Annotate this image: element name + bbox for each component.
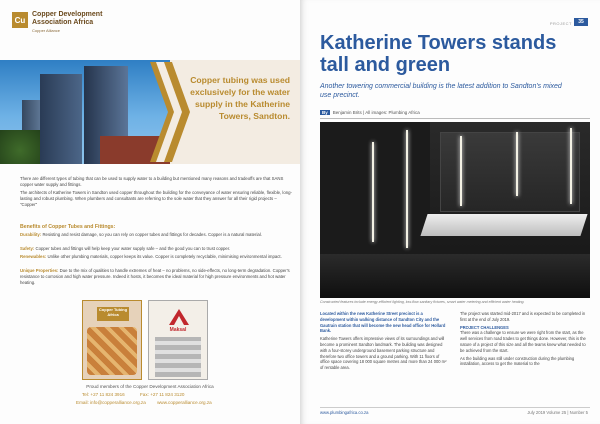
- body-paragraph: Katherine Towers offers impressive views of its surroundings and will become a prominent Sandton landmark. The building was designed with a four-storey underground basement parking structure and therefore two office towers and a ground parking. With 11 floors of office space covering 18 000 square metres and more than 24 000 m² of rentable area.: [320, 336, 447, 371]
- right-page: [300, 0, 600, 424]
- trees: [0, 130, 40, 164]
- member-ads: [82, 300, 212, 380]
- org-name-line1: Copper Development: [32, 11, 103, 18]
- benefit-text: Unlike other plumbing materials, copper keeps its value. Copper is completely recyclable, minimising environmental impact.: [47, 254, 282, 259]
- column-2: [460, 311, 588, 367]
- building-photo: [0, 60, 170, 164]
- ad-copper-tubing-africa[interactable]: [82, 300, 142, 380]
- light-strip: [516, 132, 518, 196]
- org-name-line2: Association Africa: [32, 19, 94, 26]
- maksal-logo-icon: [165, 307, 193, 327]
- org-name: [32, 11, 102, 27]
- light-strip: [460, 136, 462, 206]
- tel: Tel: +27 11 824 3916: [82, 392, 125, 397]
- section-label: PROJECT: [549, 21, 572, 26]
- footer-issue: July 2019 Volume 25 | Number 5: [527, 410, 588, 415]
- benefit-key: Unique Properties:: [20, 268, 59, 273]
- lead-paragraph: Located within the new Katherine Street precinct is a development within walking distance of Sandton City and the Gautrain station that will become the new head office for Hollard Bank.: [320, 311, 446, 334]
- contact-web-row: [76, 400, 222, 405]
- footer-divider: [320, 407, 590, 408]
- benefits-heading: Benefits of Copper Tubes and Fittings:: [20, 224, 116, 230]
- photo-basin: [420, 214, 587, 236]
- intro-paragraph-2: The architects of Katherine Towers in Sandton used copper throughout the building for the conveyance of water ensuring reliable, flexible, long-lasting and robust plumbing. When plumbers and consultants are referring to the sole water that they answer for all their rigid projects – "Copper": [20, 190, 292, 207]
- copper-pipes-image: [87, 327, 137, 375]
- fittings-image: [155, 337, 201, 377]
- subheading: PROJECT CHALLENGES: [460, 324, 509, 330]
- byline: [320, 110, 420, 115]
- light-strip: [406, 130, 408, 248]
- body-paragraph: As the building was still under construction during the plumbing installation, access to get the material to the: [460, 355, 575, 367]
- column-1: [320, 311, 448, 371]
- body-paragraph: The project was started mid-2017 and is expected to be completed in first at the end of July 2019.: [460, 311, 586, 322]
- intro-paragraph-1: There are different types of tubing that can be used to supply water to a building but mentioned many reasons and tradeoffs are that SANS copper water supply and fittings.: [20, 176, 284, 187]
- benefit-key: Renewables:: [20, 254, 47, 259]
- photo-caption: Constructed features include energy-efficient lighting, low-flow sanitary fixtures, smart water metering and efficient water heating.: [320, 300, 525, 304]
- benefit-key: Durability:: [20, 232, 42, 237]
- org-tagline: Copper Alliance: [32, 28, 61, 33]
- email-link[interactable]: Email: info@copperalliance.org.za: [76, 400, 146, 405]
- website-link[interactable]: www.copperalliance.org.za: [157, 400, 212, 405]
- page-number: 35: [574, 18, 588, 26]
- benefit-text: Resisting and resist damage, so you can rely on copper tubes and fittings for decades. Copper is a natural material.: [42, 232, 262, 237]
- light-strip: [570, 128, 572, 204]
- maksal-name: Maksal: [169, 327, 187, 333]
- article-title: Katherine Towers stands tall and green: [320, 32, 557, 76]
- photo-floor: [320, 254, 590, 298]
- benefit-durability: [20, 232, 292, 238]
- ad-maksal[interactable]: [148, 300, 208, 380]
- light-strip: [372, 142, 374, 242]
- byline-text: Benjamin Brits | All images: Plumbing Africa: [332, 110, 420, 115]
- chevron-decoration-icon: [150, 62, 190, 162]
- benefit-properties: [20, 268, 292, 286]
- contact-phone-row: [82, 392, 198, 397]
- tower-shape: [40, 74, 82, 164]
- cda-logo-icon: Cu: [12, 12, 28, 28]
- standfirst: Another towering commercial building is the latest addition to Sandton's mixed use precinct.: [320, 83, 562, 99]
- benefit-safety: [20, 246, 292, 252]
- pull-quote: Copper tubing was used exclusively for the water supply in the Katherine Towers, Sandton.: [190, 75, 290, 121]
- footer-url[interactable]: www.plumbingafrica.co.za: [320, 410, 369, 415]
- benefit-text: Copper tubes and fittings will help keep your water supply safe – and the good you can to trust copper.: [35, 246, 231, 251]
- fax: Fax: +27 11 824 3120: [139, 392, 185, 397]
- divider: [320, 118, 590, 119]
- benefit-key: Safety:: [20, 246, 35, 251]
- members-line: Proud members of the Copper Development Association Africa: [86, 384, 214, 389]
- benefit-text: Due to the mix of qualities to handle extremes of heat – no problems, no side-effects, no long-term degradation. Copper's resistance to corrosion and high water pressure. Indeed it hosts, it becomes the ideal material for high pressure environments and hot water heating.: [20, 268, 290, 285]
- byline-tag: By: [322, 110, 328, 115]
- bathroom-photo: [320, 122, 590, 298]
- benefit-renewables: [20, 254, 292, 260]
- body-paragraph: There was a challenge to ensure we were right from the start, as the well services from road trades to get things done. However, this is the nature of a project of this size and all the teams knew what needed to be achieved from the start.: [460, 330, 586, 353]
- copper-tubing-logo: Copper Tubing Africa: [97, 307, 129, 321]
